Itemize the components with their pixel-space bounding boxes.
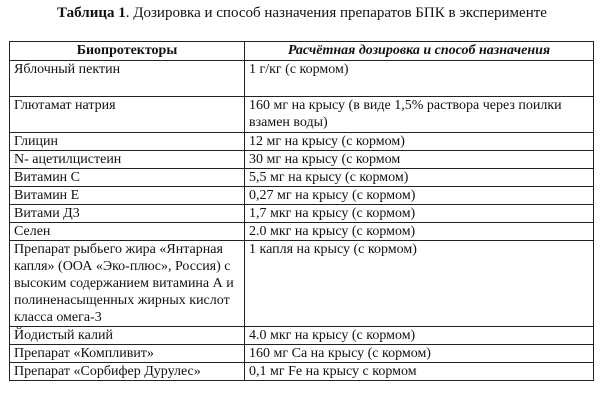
dosage-table: [9, 41, 594, 381]
cell-name: Витами Д3: [10, 205, 245, 223]
cell-name: Препарат рыбьего жира «Янтарная капля» (ООА «Эко-плюс», Россия) с высоким содержанием витамина А и полиненасыщенных жирных кислот класса омега-3: [10, 241, 245, 327]
cell-name: Препарат «Компливит»: [10, 345, 245, 363]
table-row: [10, 327, 594, 345]
cell-dose: 1 капля на крысу (с кормом): [245, 241, 594, 327]
table-row: [10, 223, 594, 241]
cell-dose: 12 мг на крысу (с кормом): [245, 133, 594, 151]
cell-dose: 160 мг Са на крысу (с кормом): [245, 345, 594, 363]
cell-dose: 2.0 мкг на крысу (с кормом): [245, 223, 594, 241]
cell-dose: 0,1 мг Fe на крысу с кормом: [245, 363, 594, 381]
header-bioprotectors: Биопротекторы: [10, 42, 245, 61]
table-row: [10, 97, 594, 133]
cell-name: N- ацетилцистеин: [10, 151, 245, 169]
cell-dose: 5,5 мг на крысу (с кормом): [245, 169, 594, 187]
table-row: [10, 205, 594, 223]
table-row: [10, 151, 594, 169]
cell-name: Селен: [10, 223, 245, 241]
cell-name: Йодистый калий: [10, 327, 245, 345]
cell-dose: 0,27 мг на крысу (с кормом): [245, 187, 594, 205]
cell-name: Витамин С: [10, 169, 245, 187]
cell-dose: 30 мг на крысу (с кормом: [245, 151, 594, 169]
cell-dose: 160 мг на крысу (в виде 1,5% раствора через поилки взамен воды): [245, 97, 594, 133]
cell-dose: 1,7 мкг на крысу (с кормом): [245, 205, 594, 223]
cell-dose: 1 г/кг (с кормом): [245, 61, 594, 97]
table-row: [10, 61, 594, 97]
caption-text: . Дозировка и способ назначения препаратов БПК в эксперименте: [125, 5, 547, 21]
cell-name: Яблочный пектин: [10, 61, 245, 97]
table-header-row: [10, 42, 594, 61]
table-row: [10, 363, 594, 381]
header-dosage: Расчётная дозировка и способ назначения: [245, 42, 594, 61]
table-row: [10, 241, 594, 327]
cell-name: Препарат «Сорбифер Дурулес»: [10, 363, 245, 381]
table-row: [10, 187, 594, 205]
cell-name: Витамин Е: [10, 187, 245, 205]
table-row: [10, 169, 594, 187]
cell-name: Глютамат натрия: [10, 97, 245, 133]
caption-label: Таблица 1: [57, 5, 126, 21]
table-row: [10, 345, 594, 363]
table-row: [10, 133, 594, 151]
cell-dose: 4.0 мкг на крысу (с кормом): [245, 327, 594, 345]
cell-name: Глицин: [10, 133, 245, 151]
table-caption: [0, 4, 604, 22]
